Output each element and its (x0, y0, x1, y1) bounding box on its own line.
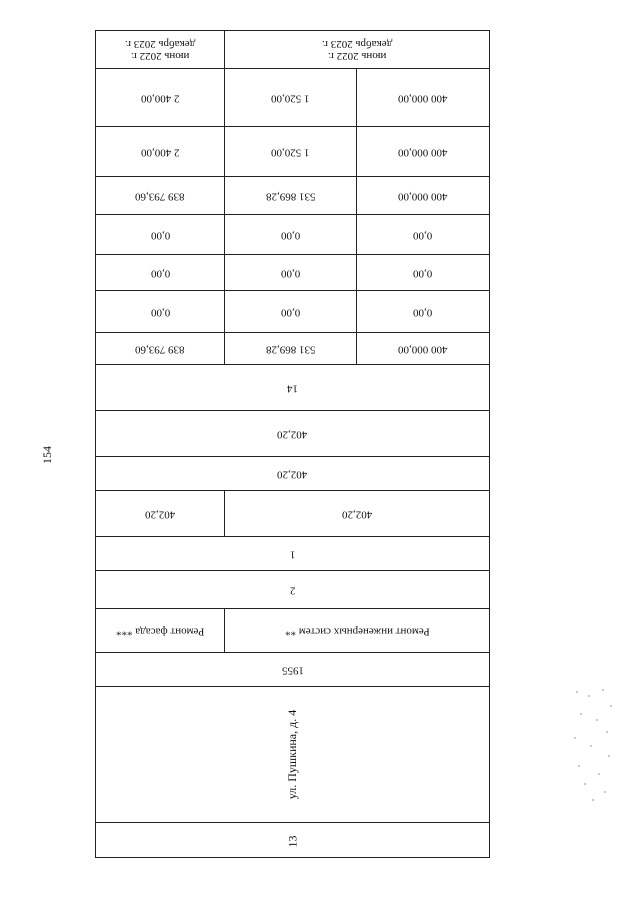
amount-cell: 2 400,00 (96, 127, 225, 176)
amount-cell: 1 520,00 (225, 69, 356, 126)
value-cell: 14 (287, 382, 298, 395)
work-type-cell: Ремонт фасада *** (96, 609, 225, 652)
period-cell: июнь 2022 г. декабрь 2023 г. (322, 38, 393, 63)
amount-cell: 0,00 (225, 255, 356, 290)
table-row (96, 177, 489, 215)
table-row (96, 411, 489, 457)
address-cell: ул. Пушкина, д. 4 (284, 709, 299, 800)
value-cell: 402,20 (277, 468, 308, 481)
value-cell: 402,20 (96, 491, 225, 536)
scan-artifact (572, 685, 614, 803)
year-cell: 1955 (281, 664, 304, 677)
financing-table (95, 30, 490, 858)
amount-cell: 0,00 (413, 267, 433, 280)
table-row (96, 69, 489, 127)
amount-cell: 0,00 (96, 255, 225, 290)
value-cell: 2 (289, 584, 296, 597)
table-row (96, 333, 489, 365)
table-row (96, 255, 489, 291)
amount-cell: 400 000,00 (398, 92, 448, 105)
table-row (96, 653, 489, 687)
table-row (96, 491, 489, 537)
value-cell: 1 (289, 548, 296, 561)
amount-cell: 0,00 (96, 291, 225, 332)
table-row (96, 291, 489, 333)
table-row (96, 365, 489, 411)
amount-cell: 0,00 (96, 215, 225, 254)
row-number-cell: 13 (285, 835, 299, 847)
amount-cell: 400 000,00 (398, 343, 448, 356)
table-row (96, 127, 489, 177)
amount-cell: 0,00 (225, 291, 356, 332)
amount-cell: 839 793,60 (96, 177, 225, 214)
value-cell: 402,20 (277, 428, 308, 441)
amount-cell: 1 520,00 (225, 127, 356, 176)
value-cell: 402,20 (342, 508, 373, 521)
period-header-row (96, 31, 489, 69)
table-row (96, 215, 489, 255)
amount-cell: 400 000,00 (398, 146, 448, 159)
table-row (96, 571, 489, 609)
amount-cell: 2 400,00 (96, 69, 225, 126)
amount-cell: 839 793,60 (96, 333, 225, 364)
amount-cell: 0,00 (413, 229, 433, 242)
page-number: 154 (39, 446, 54, 464)
amount-cell: 0,00 (225, 215, 356, 254)
table-row (96, 457, 489, 491)
table-row (96, 823, 489, 859)
amount-cell: 531 869,28 (225, 177, 356, 214)
amount-cell: 531 869,28 (225, 333, 356, 364)
work-type-cell: Ремонт инженерных систем ** (284, 625, 430, 638)
amount-cell: 400 000,00 (398, 190, 448, 203)
period-cell: июнь 2022 г. декабрь 2023 г. (96, 31, 225, 68)
table-row (96, 537, 489, 571)
table-row (96, 687, 489, 823)
amount-cell: 0,00 (413, 306, 433, 319)
work-types-row (96, 609, 489, 653)
